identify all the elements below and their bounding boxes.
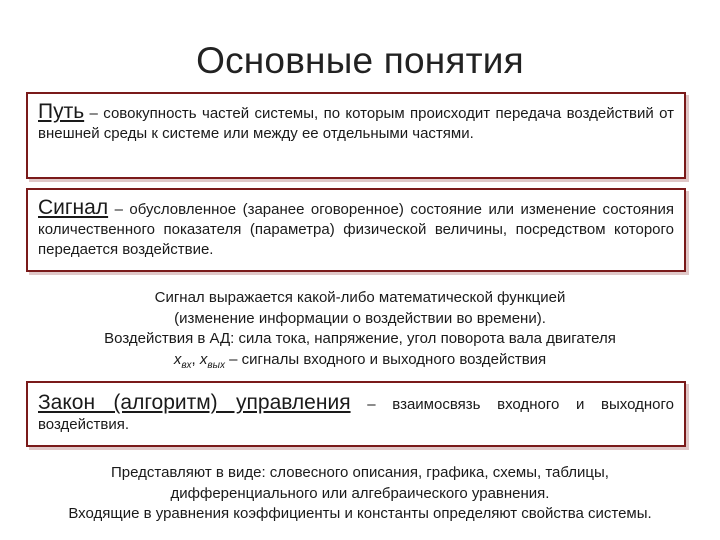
- x-out-subscript: вых: [207, 359, 225, 371]
- page-title: Основные понятия: [196, 40, 524, 81]
- note-line-1: Сигнал выражается какой-либо математической функцией: [154, 289, 566, 306]
- term-control-law: Закон (алгоритм) управления: [38, 391, 351, 414]
- note-line-3: Воздействия в АД: сила тока, напряжение, угол поворота вала двигателя: [104, 330, 616, 347]
- bottom-line-1: Представляют в виде: словесного описания, графика, схемы, таблицы,: [111, 464, 609, 481]
- definition-control-law: [38, 393, 674, 435]
- note-line-4-text: – сигналы входного и выходного воздействия: [224, 350, 547, 368]
- definition-box-control-law: [26, 381, 686, 447]
- definition-path: [38, 102, 674, 144]
- bottom-line-2: дифференциального или алгебраического уравнения.: [170, 484, 550, 502]
- note-line-4: $x_{вх}$, $x_{вых}$ – сигналы входного и выходного воздействия: [173, 350, 547, 371]
- signal-notes: [0, 288, 720, 376]
- definition-box-signal: [26, 188, 686, 272]
- definition-signal: [38, 198, 674, 260]
- note-line-2: (изменение информации о воздействии во времени).: [174, 309, 546, 327]
- representation-notes: [0, 463, 720, 525]
- bottom-line-3: Входящие в уравнения коэффициенты и константы определяют свойства системы.: [68, 505, 652, 522]
- term-path: Путь: [38, 100, 85, 123]
- definition-path-text: – совокупность частей системы, по которым происходит передача воздействий от внешней среды к системе или между ее отдельными частями.: [38, 105, 674, 142]
- definition-signal-text: – обусловленное (заранее оговоренное) состояние или изменение состояния количественного показателя (параметра) физической величины, посредством которого передается воздействие.: [38, 201, 674, 258]
- x-out-symbol: x: [199, 350, 208, 368]
- term-signal: Сигнал: [38, 196, 109, 219]
- x-in-subscript: вх: [181, 359, 192, 371]
- definition-box-path: [26, 92, 686, 179]
- x-in-symbol: x: [173, 350, 182, 368]
- definition-control-law-text: – взаимосвязь входного и выходного воздействия.: [38, 396, 674, 433]
